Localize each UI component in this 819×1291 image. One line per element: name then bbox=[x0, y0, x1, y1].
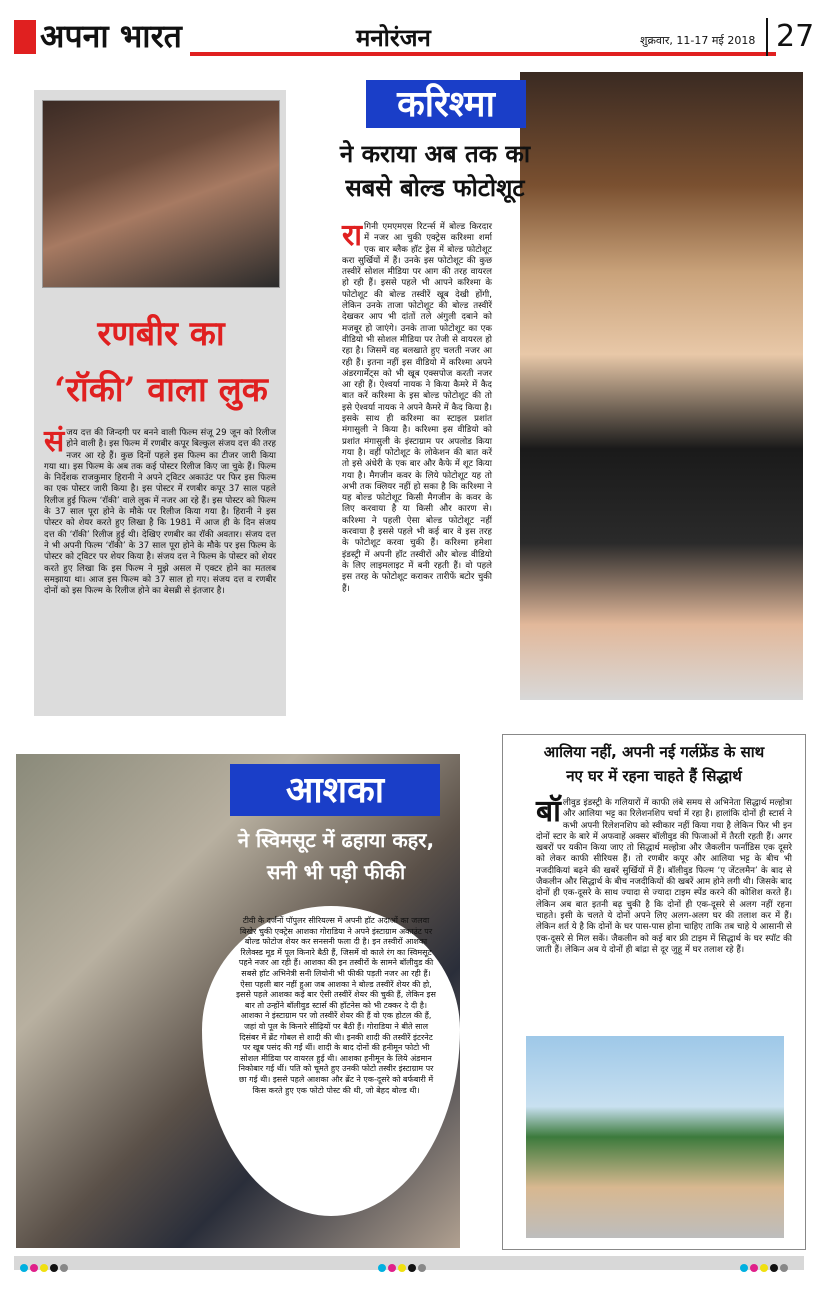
section-name: मनोरंजन bbox=[356, 24, 431, 52]
masthead-logo-mark bbox=[14, 20, 36, 54]
ranbir-headline-line2: ‘रॉकी’ वाला लुक bbox=[54, 370, 268, 410]
ranbir-headline-line1: रणबीर का bbox=[97, 314, 225, 354]
karishma-photo bbox=[520, 72, 803, 700]
ashka-article-body: टीवी के दर्जनों पॉपुलर सीरियल्स में अपनी हॉट अदाओं का जलवा बिखेर चुकी एक्ट्रेस आशका गोराडिया ने अपने इंस्टाग्राम अकाउंट पर बोल्ड फोटोज शेयर कर सनसनी फला दी है। इन तस्वीरों आशका रिलेक्स्ड मूड में पूल किनारे बैठी हैं, जिसमें वो काले रंग का स्विमसूट पहने नजर आ रही हैं। आशका की इन तस्वीरों के सामने बॉलीवुड की सबसे हॉट अभिनेत्री सनी लियोनी भी फीकी पड़ती नजर आ रही हैं। ऐसा पहली बार नहीं हुआ जब आशका ने बोल्ड तस्वीरें शेयर की हो, इससे पहले आशका कई बार ऐसी तस्वीरें शेयर की चुकी हैं, लेकिन इस बार तो उन्होंने बॉलीवुड स्टार्स की हॉटनेस को भी टक्कर दे दी है। आशका ने इंस्टाग्राम पर जो तस्वीरें शेयर की हैं वो एक होटल की हैं, जहां वो पूल के किनारे सीढ़ियों पर बैठी हैं। गोराडिया ने बीते साल दिसंबर में ब्रेंट गोबल से शादी की थी। इनकी शादी की तस्वीरें इंटरनेट पर खूब पसंद की गईं थीं। शादी के बाद दोनों की हनीमून फोटो भी सोशल मीडिया पर वायरल हुई थी। आशका हनीमून के लिये अंडमान निकोबार गई थीं। पति को चूमते हुए उनकी फोटो तस्वीर इंस्टाग्राम पर छा गई थी। इससे पहले आशका और ब्रेंट ने एक-दूसरे को बर्फबारी में किस करते हुए एक फोटो पोस्ट की थी, जो बेहद बोल्ड थी। bbox=[236, 916, 436, 1095]
alia-headline-line2: नए घर में रहना चाहते हैं सिद्धार्थ bbox=[566, 767, 742, 785]
registration-mark bbox=[740, 1264, 748, 1272]
masthead-rule bbox=[190, 52, 776, 56]
ranbir-article-body bbox=[44, 424, 276, 597]
newspaper-title: अपना भारत bbox=[40, 17, 182, 55]
alia-headline-line1: आलिया नहीं, अपनी नई गर्लफ्रेंड के साथ bbox=[543, 743, 765, 761]
registration-mark bbox=[30, 1264, 38, 1272]
alia-article-body bbox=[536, 794, 792, 956]
registration-mark bbox=[50, 1264, 58, 1272]
karishma-dropcap: रा bbox=[342, 218, 363, 253]
karishma-subhead-line1: ने कराया अब तक का bbox=[339, 140, 531, 168]
ashka-subhead-line2: सनी भी पड़ी फीकी bbox=[266, 860, 406, 884]
registration-mark bbox=[398, 1264, 406, 1272]
ashka-title: आशका bbox=[230, 764, 440, 816]
karishma-subhead-line2: सबसे बोल्ड फोटोशूट bbox=[345, 174, 525, 202]
registration-mark bbox=[760, 1264, 768, 1272]
registration-mark bbox=[60, 1264, 68, 1272]
issue-date: शुक्रवार, 11-17 मई 2018 bbox=[640, 34, 756, 47]
registration-mark bbox=[418, 1264, 426, 1272]
ashka-subhead-line1: ने स्विमसूट में ढहाया कहर, bbox=[237, 828, 435, 852]
page-number: 27 bbox=[766, 18, 814, 56]
registration-mark bbox=[378, 1264, 386, 1272]
ranbir-body-text: जय दत्त की जिन्दगी पर बनने वाली फिल्म संजू 29 जून को रिलीज होने वाली है। इस फिल्म में रणबीर कपूर बिल्कुल संजय दत्त की तरह नजर आ रहे हैं। कुछ दिनों पहले इस फिल्म का टीजर जारी किया गया था। इस फिल्म के अब तक कई पोस्टर रिलीज किए जा चुके हैं। फिल्म के निर्देशक राजकुमार हिरानी ने अपने ट्विटर अकाउंट पर फिर इस फिल्म का एक पोस्टर जारी किया है। इस पोस्टर में रणबीर कपूर 37 साल पहले रिलीज हुई फिल्म ‘रॉकी’ वाले लुक में नजर आ रहे हैं। इस पोस्टर को फिल्म के 37 साल पूरा होने के मौके पर रिलीज किया गया है। हिरानी ने इस पोस्टर को शेयर करते हुए लिखा है कि 1981 में आज ही के दिन संजय दत्त की ‘रॉकी’ रिलीज हुई थी। देखिए रणबीर का रॉकी अवतार। संजय दत्त ने भी अपनी फिल्म ‘रॉकी’ के 37 साल पूरा होने के मौके पर इस फिल्म के पोस्टर को ट्विटर पर शेयर किया है। संजय दत्त ने फिल्म के पोस्टर को शेयर करते हुए लिखा कि इस फिल्म ने मुझे असल में एक्टर होने का मतलब समझाया था। आज इस फिल्म को 37 साल हो गए। संजय दत्त व रणबीर दोनों को इस फिल्म के रिलीज होने का बेसब्री से इंतजार है। bbox=[44, 428, 276, 597]
ranbir-photo bbox=[42, 100, 280, 288]
karishma-body-text: गिनी एमएमएस रिटर्न्स में बोल्ड किरदार में नजर आ चुकी एक्ट्रेस करिश्मा शर्मा एक बार ब्लैक हॉट ड्रेस में बोल्ड फोटोशूट करा सुर्खियों में हैं। उनके इस फोटोशूट की कुछ तस्वीरें सोशल मीडिया पर आग की तरह वायरल हो रही हैं। इससे पहले भी आपने करिश्मा के फोटोशूट की बोल्ड तस्वीरें खूब देखी होंगी, लेकिन उनके ताजा फोटोशूट की बोल्ड तस्वीरें देखकर आप भी दांतों तले अंगुली दबाने को मजबूर हो जाएंगे। उनके ताजा फोटोशूट का एक वीडियो भी सोशल मीडिया पर तेजी से वायरल हो रहा है। जिसमें वह बलखाते हुए चलती नजर आ रही हैं। इतना नहीं इस वीडियो में करिश्मा अपने अंडरगार्मेंट्स को भी खूब एक्सपोज करती नजर आ रही हैं। ऐश्वर्या नायक ने किया कैमरे में कैद बात करें करिश्मा के इस बोल्ड फोटोशूट की तो इसे ऐश्वर्या नायक ने अपने कैमरे में कैद किया है। इसके साथ ही करिश्मा का स्टाइल प्रशांत मंगासुली ने किया है। करिश्मा इस वीडियो को प्रशांत मंगासुली के इंस्टाग्राम पर अपलोड किया गया है। वहीं फोटोशूट के लोकेशन की बात करें तो इसे अंधेरी के एक बार और कैफे में शूट किया गया है। मैगजीन कवर के लिये फोटोशूट यह तो अभी तक क्लियर नहीं हो सका है कि करिश्मा ने यह बोल्ड फोटोशूट किसी मैगजीन के कवर के लिए करवाया है या किसी और कारण से। करिश्मा ने पहली ऐसा बोल्ड फोटोशूट नहीं करवाया है इससे पहले भी कई बार वे इस तरह के फोटोशूट करवा चुकी हैं। करिश्मा हमेशा इंडस्ट्री में अपनी हॉट तस्वीरों और बोल्ड वीडियो के लिए लाइमलाइट में बनी रहती हैं। वो पहले इस तरह के फोटोशूट कराकर तारीफें बटोर चुकी हैं। bbox=[342, 222, 492, 594]
karishma-title: करिश्मा bbox=[366, 80, 526, 128]
registration-mark bbox=[388, 1264, 396, 1272]
alia-dropcap: बॉ bbox=[536, 794, 561, 829]
karishma-article-body bbox=[342, 218, 492, 595]
ranbir-dropcap: सं bbox=[44, 424, 65, 459]
registration-mark bbox=[750, 1264, 758, 1272]
registration-mark bbox=[770, 1264, 778, 1272]
registration-mark bbox=[780, 1264, 788, 1272]
registration-mark bbox=[40, 1264, 48, 1272]
alia-photo bbox=[526, 1036, 784, 1238]
registration-mark bbox=[408, 1264, 416, 1272]
alia-body-text: लीवुड इंडस्ट्री के गलियारों में काफी लंबे समय से अभिनेता सिद्धार्थ मल्होत्रा और आलिया भट्ट का रिलेशनशिप चर्चा में रहा है। हालांकि दोनों ही स्टार्स ने कभी अपनी रिलेशनशिप को स्वीकार नहीं किया गया है लेकिन फिर भी इन दोनों स्टार के बारे में अफवाहें अक्सर बॉलीवुड की फिजाओं में तैरती रहती हैं। अगर खबरों पर यकीन किया जाए तो सिद्धार्थ मल्होत्रा और जैकलीन फर्नांडिस एक दूसरे को लेकर काफी सीरियस हैं। तो रणबीर कपूर और आलिया भट्ट के बीच भी नजदीकियां बढ़ने की खबरें सुर्खियों में हैं। बॉलीवुड फिल्म ‘ए जेंटलमैन’ के बाद से जैकलीन और सिद्धार्थ के बीच नजदीकियों की खबरें आम होने लगी थी। जिसके बाद दोनों ही एक-दूसरे के साथ ज्यादा से ज्यादा टाइम स्पेंड करने की कोशिश करते हैं। लेकिन अब बात इतनी बढ़ चुकी है कि दोनों ही एक-दूसरे से अलग नहीं रहना चाहते। इसी के चलते ये दोनों अपने लिए अलग-अलग घर की तलाश कर में हैं। लेकिन शर्त ये है कि दोनों के घर पास-पास होना चाहिए ताकि तब चाहे ये आसानी से एक-दूसरे से मिल सकें। जैकलीन को कई बार फ्री टाइम में सिद्धार्थ के घर स्पॉट की जाती हैं। लेकिन अब ये दोनों ही बांद्रा से दूर जुहू में घर तलाश रहे हैं। bbox=[536, 798, 792, 955]
registration-mark bbox=[20, 1264, 28, 1272]
